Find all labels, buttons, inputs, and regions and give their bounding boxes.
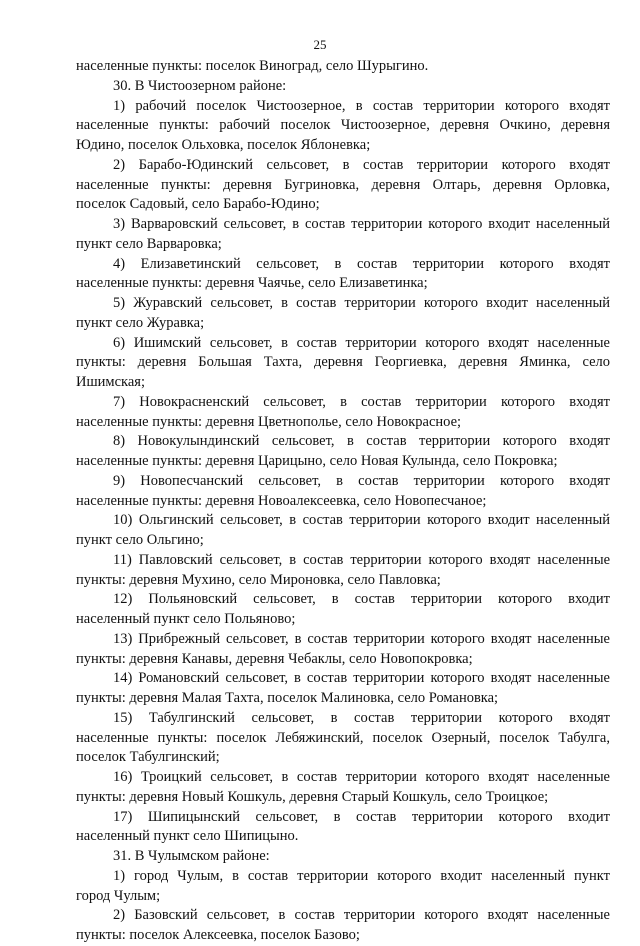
text-line: населенные пункты: поселок Виноград, село Шурыгино.	[76, 58, 429, 74]
list-item	[76, 906, 610, 946]
text-line: 17) Шипицынский сельсовет, в состав территории которого входит	[113, 808, 610, 825]
text-line: населенные пункты: деревня Новоалексеевка, село Новопесчаное;	[76, 492, 487, 509]
text-line: 30. В Чистоозерном районе:	[113, 77, 287, 94]
text-line: пункты: деревня Канавы, деревня Чебаклы, село Новопокровка;	[76, 650, 473, 667]
text-line: город Чулым;	[76, 887, 161, 904]
text-line: 15) Табулгинский сельсовет, в состав территории которого входят	[113, 709, 610, 726]
text-line: 3) Варваровский сельсовет, в состав территории которого входит населенный	[113, 216, 610, 232]
text-line: населенный пункт село Шипицыно.	[76, 828, 299, 845]
list-item	[76, 334, 610, 393]
section-heading	[76, 847, 610, 867]
list-item	[76, 709, 610, 768]
text-line: 11) Павловский сельсовет, в состав территории которого входят населенные	[113, 551, 610, 568]
text-line: поселок Садовый, село Барабо-Юдино;	[76, 196, 320, 213]
text-line: Юдино, поселок Ольховка, поселок Яблоневка;	[76, 137, 371, 153]
text-line: 13) Прибрежный сельсовет, в состав территории которого входят населенные	[113, 630, 610, 647]
list-item	[76, 97, 610, 156]
text-line: пункты: деревня Малая Тахта, поселок Малиновка, село Романовка;	[76, 690, 499, 706]
list-item	[76, 472, 610, 512]
list-item	[76, 669, 610, 709]
text-line: населенные пункты: деревня Чаячье, село Елизаветинка;	[76, 275, 428, 292]
text-line: 7) Новокрасненский сельсовет, в состав территории которого входят	[113, 393, 610, 410]
text-line: 1) рабочий поселок Чистоозерное, в состав территории которого входят	[113, 97, 610, 114]
text-line: 8) Новокулындинский сельсовет, в состав территории которого входят	[113, 433, 610, 450]
text-line: населенные пункты: рабочий поселок Чистоозерное, деревня Очкино, деревня	[76, 117, 610, 134]
text-line: населенные пункты: деревня Царицыно, село Новая Кулында, село Покровка;	[76, 453, 558, 469]
text-line: 1) город Чулым, в состав территории которого входит населенный пункт	[113, 867, 610, 884]
text-line: пункты: поселок Алексеевка, поселок Базово;	[76, 927, 360, 943]
text-line: населенные пункты: деревня Цветнополье, село Новокрасное;	[76, 413, 462, 430]
list-item	[76, 867, 610, 907]
list-item	[76, 511, 610, 551]
text-line: пункты: деревня Мухино, село Мироновка, село Павловка;	[76, 571, 441, 588]
text-line: 31. В Чулымском районе:	[113, 848, 270, 864]
list-item	[76, 551, 610, 591]
list-item	[76, 590, 610, 630]
text-line: населенный пункт село Польяново;	[76, 611, 296, 627]
text-line: 9) Новопесчанский сельсовет, в состав территории которого входят	[113, 472, 610, 489]
section-heading	[76, 77, 610, 97]
list-item	[76, 630, 610, 670]
text-line: 6) Ишимский сельсовет, в состав территории которого входят населенные	[113, 334, 610, 351]
list-item	[76, 432, 610, 472]
text-line: поселок Табулгинский;	[76, 749, 220, 766]
text-line: населенные пункты: поселок Лебяжинский, поселок Озерный, поселок Табулга,	[76, 729, 610, 746]
list-item	[76, 255, 610, 295]
text-line: 12) Польяновский сельсовет, в состав территории которого входит	[113, 591, 610, 608]
text-line: 2) Базовский сельсовет, в состав территории которого входят населенные	[113, 907, 610, 924]
text-line: 4) Елизаветинский сельсовет, в состав территории которого входят	[113, 255, 610, 272]
text-line: 10) Ольгинский сельсовет, в состав территории которого входит населенный	[113, 512, 610, 529]
list-item	[76, 393, 610, 433]
document-body	[76, 57, 610, 946]
text-line: пункты: деревня Новый Кошкуль, деревня Старый Кошкуль, село Троицкое;	[76, 788, 549, 805]
list-item	[76, 808, 610, 848]
list-item	[76, 215, 610, 255]
list-item	[76, 156, 610, 215]
text-line: 14) Романовский сельсовет, в состав территории которого входят населенные	[113, 670, 610, 687]
list-item	[76, 768, 610, 808]
text-line: 2) Барабо-Юдинский сельсовет, в состав территории которого входят	[113, 156, 610, 173]
text-line: пункт село Журавка;	[76, 314, 205, 331]
text-line: 16) Троицкий сельсовет, в состав территории которого входят населенные	[113, 769, 610, 785]
list-item	[76, 294, 610, 334]
text-line: пункт село Ольгино;	[76, 532, 204, 548]
page-number: 25	[313, 37, 327, 52]
continuation-paragraph	[76, 57, 610, 77]
text-line: Ишимская;	[76, 374, 145, 390]
text-line: пункт село Варваровка;	[76, 235, 222, 252]
text-line: пункты: деревня Большая Тахта, деревня Георгиевка, деревня Яминка, село	[76, 354, 610, 371]
text-line: населенные пункты: деревня Бугриновка, деревня Олтарь, деревня Орловка,	[76, 176, 610, 193]
text-line: 5) Журавский сельсовет, в состав территории которого входит населенный	[113, 295, 610, 311]
